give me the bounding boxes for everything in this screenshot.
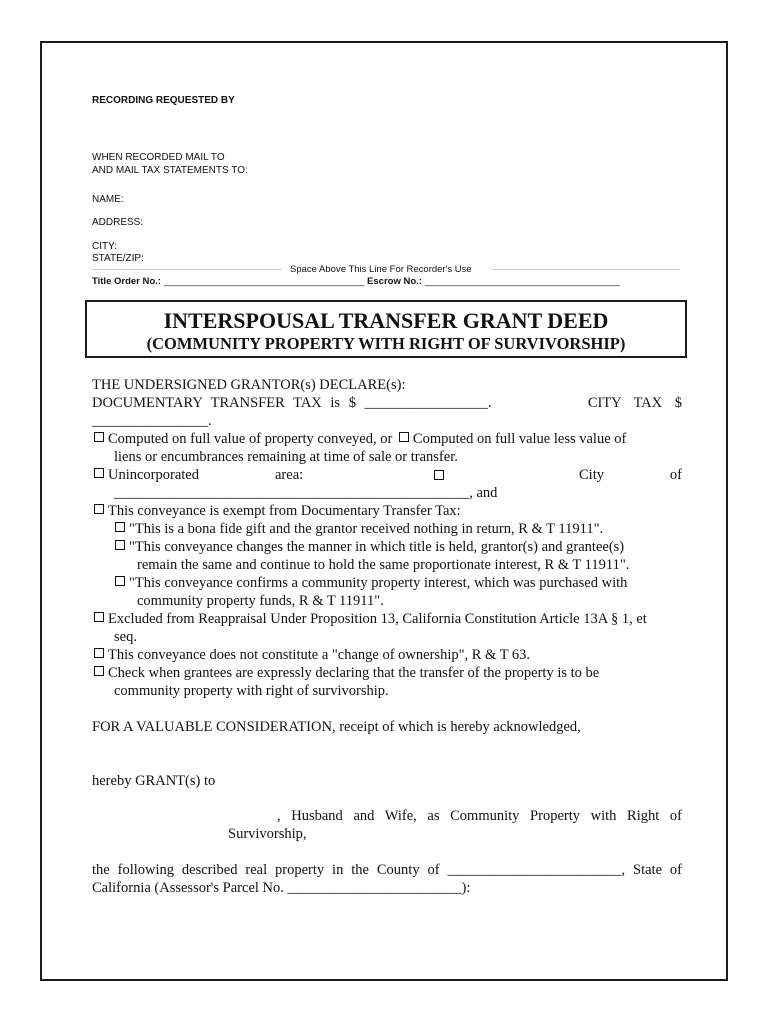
exempt-checkbox[interactable] xyxy=(94,504,104,514)
confirms-text-1: "This conveyance confirms a community property interest, which was purchased with xyxy=(129,575,628,591)
grant-line: hereby GRANT(s) to xyxy=(92,773,216,789)
survivorship-checkbox[interactable] xyxy=(94,666,104,676)
not-change-line xyxy=(94,646,530,664)
husband-text-1: , Husband and Wife, as Community Property with Right of xyxy=(277,808,682,824)
recording-requested-by: RECORDING REQUESTED BY xyxy=(92,95,235,106)
when-recorded-line2: AND MAIL TAX STATEMENTS TO: xyxy=(92,165,248,176)
gift-line xyxy=(115,520,603,538)
exempt-text: This conveyance is exempt from Documentary Transfer Tax: xyxy=(108,503,461,519)
declare-line: THE UNDERSIGNED GRANTOR(s) DECLARE(s): xyxy=(92,377,406,393)
computed-less-checkbox[interactable] xyxy=(399,432,409,442)
following-text-2: California (Assessor's Parcel No. ________________________): xyxy=(92,880,471,896)
not-change-text: This conveyance does not constitute a "change of ownership", R & T 63. xyxy=(108,647,531,663)
address-label: ADDRESS: xyxy=(92,217,144,228)
following-line xyxy=(92,861,682,879)
check-line xyxy=(94,664,599,682)
excluded-checkbox[interactable] xyxy=(94,612,104,622)
computed-line xyxy=(94,430,626,448)
unincorporated-line xyxy=(94,466,682,484)
computed-full-text: Computed on full value of property conveyed, or xyxy=(108,431,393,447)
area-text: area: xyxy=(275,467,304,483)
excluded-text-2: seq. xyxy=(114,629,137,645)
gift-checkbox[interactable] xyxy=(115,522,125,532)
husband-text-2: Survivorship, xyxy=(228,826,307,842)
computed-less-text: Computed on full value less value of xyxy=(412,431,627,447)
city-checkbox[interactable] xyxy=(434,470,444,480)
changes-text-1: "This conveyance changes the manner in which title is held, grantor(s) and grantee(s) xyxy=(129,539,625,555)
name-label: NAME: xyxy=(92,194,124,205)
unincorporated-checkbox[interactable] xyxy=(94,468,104,478)
following-text-1: the following described real property in the County of ________________________, State of xyxy=(92,862,682,878)
escrow-label: Escrow No.: xyxy=(367,276,422,287)
city-tax-text: CITY TAX $ xyxy=(587,395,682,411)
consideration-line: FOR A VALUABLE CONSIDERATION, receipt of which is hereby acknowledged, xyxy=(92,719,581,735)
doc-tax-text: DOCUMENTARY TRANSFER TAX is $ _________________. xyxy=(92,395,492,411)
confirms-checkbox[interactable] xyxy=(115,576,125,586)
tax-line xyxy=(92,394,682,412)
recorder-divider-left xyxy=(92,269,282,270)
city-name-blank: _________________________________________________, and xyxy=(114,485,498,501)
computed-full-checkbox[interactable] xyxy=(94,432,104,442)
title-order-line xyxy=(92,276,620,287)
confirms-line xyxy=(115,574,627,592)
changes-line xyxy=(115,538,624,556)
when-recorded-line1: WHEN RECORDED MAIL TO xyxy=(92,152,225,163)
changes-text-2: remain the same and continue to hold the same proportionate interest, R & T 11911". xyxy=(137,557,630,573)
city-tax-blank: ________________. xyxy=(92,413,212,429)
excluded-text-1: Excluded from Reappraisal Under Proposition 13, California Constitution Article 13A § 1, et xyxy=(108,611,647,627)
of-text: of xyxy=(669,467,682,483)
check-text-2: community property with right of survivorship. xyxy=(114,683,389,699)
deed-subtitle: (COMMUNITY PROPERTY WITH RIGHT OF SURVIVORSHIP) xyxy=(146,334,626,353)
gift-text: "This is a bona fide gift and the grantor received nothing in return, R & T 11911". xyxy=(129,521,604,537)
title-order-label: Title Order No.: xyxy=(92,276,161,287)
space-above-line: Space Above This Line For Recorder's Use xyxy=(290,264,472,275)
not-change-checkbox[interactable] xyxy=(94,648,104,658)
title-order-blank: ______________________________________ xyxy=(163,276,365,287)
recorder-divider-right xyxy=(492,269,680,270)
unincorporated-text: Unincorporated xyxy=(108,467,199,483)
document-page xyxy=(40,41,728,981)
state-zip-label: STATE/ZIP: xyxy=(92,253,144,264)
changes-checkbox[interactable] xyxy=(115,540,125,550)
excluded-line xyxy=(94,610,647,628)
husband-line xyxy=(277,807,682,825)
check-text-1: Check when grantees are expressly declaring that the transfer of the property is to be xyxy=(108,665,600,681)
computed-liens: liens or encumbrances remaining at time of sale or transfer. xyxy=(114,449,458,465)
escrow-blank: _____________________________________ xyxy=(424,276,621,287)
city-text: City xyxy=(579,467,604,483)
deed-title: INTERSPOUSAL TRANSFER GRANT DEED xyxy=(163,308,609,333)
exempt-line xyxy=(94,502,461,520)
deed-title-box xyxy=(85,300,687,358)
confirms-text-2: community property funds, R & T 11911". xyxy=(137,593,384,609)
city-label: CITY: xyxy=(92,241,118,252)
